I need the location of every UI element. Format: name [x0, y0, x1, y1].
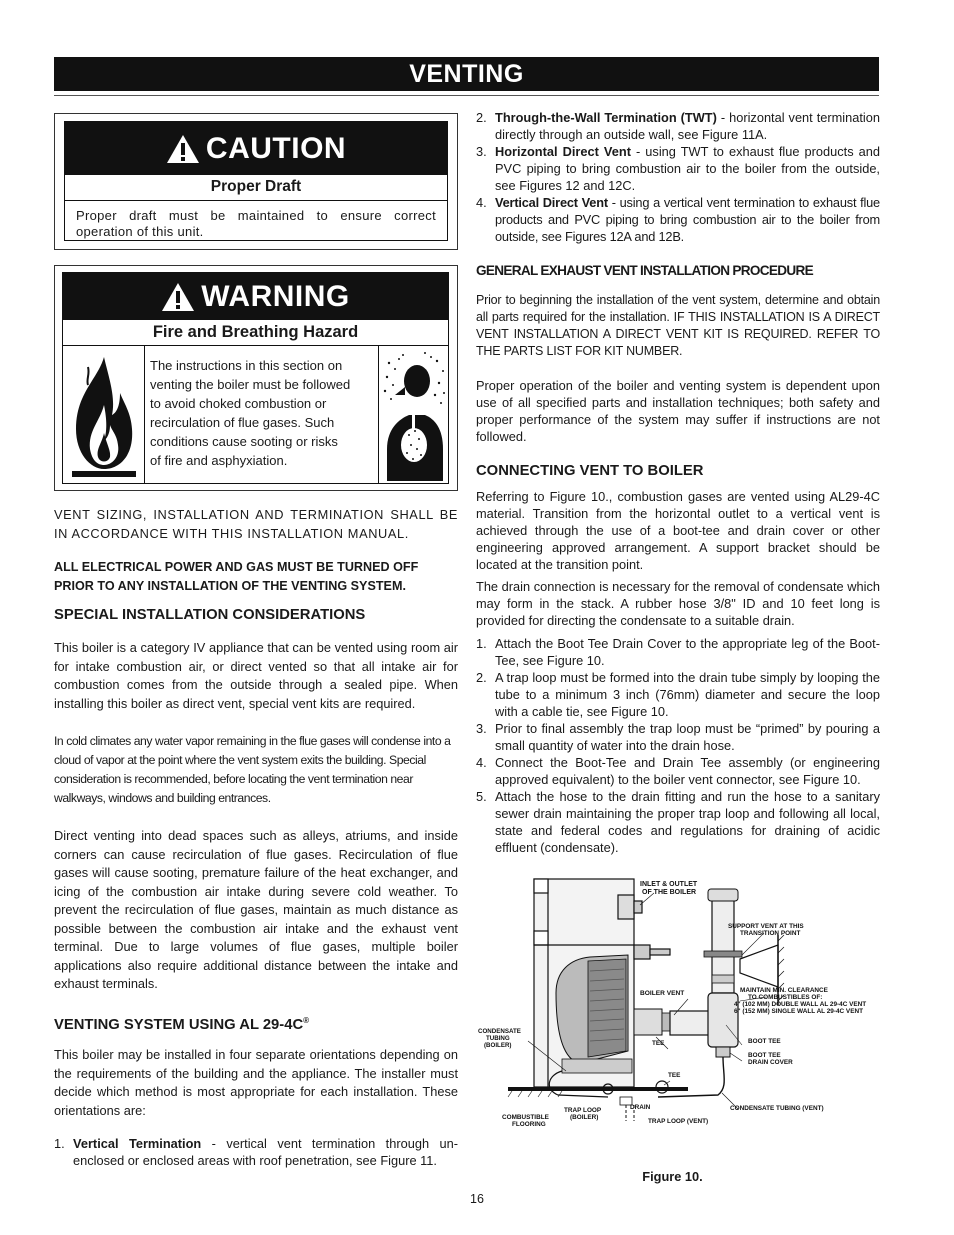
list-item: 2. A trap loop must be formed into the drain tube simply by looping the tube to a minimum 3 inch (76mm) diameter and secure the loop with a cable tie, see Figure 10. [476, 670, 880, 719]
warning-line: The instructions in this section on [150, 358, 343, 373]
warning-triangle-icon [161, 282, 195, 312]
warning-line: conditions cause sooting or risks [150, 434, 338, 449]
list-item: 4. Vertical Direct Vent - using a vertical vent termination to exhaust flue products and PVC piping to bring combustion air to the boiler from outside, see Figures 12A and 12B. [476, 195, 880, 244]
label-condensate-vent: CONDENSATE TUBING (VENT) [730, 1105, 824, 1112]
list-item: 3. Prior to final assembly the trap loop must be “primed” by pouring a small quantity of water into the drain hose. [476, 721, 880, 753]
paragraph-cold-climates: In cold climates any water vapor remaining in the flue gases will condense into a cloud of vapor at the point where the vent system exits the building. Special consideration is recommended, before locating the vent termination near walkways, windows and building entrances. [54, 734, 451, 805]
page-title: VENTING [54, 57, 879, 91]
warning-line: to avoid choked combustion or [150, 396, 327, 411]
label-condensate-1: CONDENSATE [478, 1028, 521, 1035]
list-item: 4. Connect the Boot-Tee and Drain Tee assembly (or engineering approved equivalent) to the boiler vent connector, see Figure 10. [476, 755, 880, 787]
label-boiler-vent: BOILER VENT [640, 990, 685, 997]
label-clearance-4: 6" (152 MM) SINGLE WALL AL 29-4C VENT [734, 1008, 863, 1015]
warning-label: WARNING [201, 279, 350, 313]
page-number: 16 [470, 1192, 484, 1206]
connecting-steps [476, 635, 880, 856]
label-boot-drain-1: BOOT TEE [748, 1052, 781, 1059]
orientation-list-continued [476, 109, 880, 245]
label-inlet-2: OF THE BOILER [642, 889, 697, 896]
label-support-2: TRANSITION POINT [740, 930, 801, 937]
paragraph-drain-connection: The drain connection is necessary for the removal of condensate which may form in the stack. A rubber hose 3/8" ID and 10 feet long is provided for directing the condensate to a suitable drain. [476, 579, 880, 628]
paragraph-proper-operation: Proper operation of the boiler and venting system is dependent upon use of all specified parts and installation techniques; both safety and proper performance of the system may suffer if instructions are not followed. [476, 378, 880, 444]
warning-line: recirculation of flue gases. Such [150, 415, 335, 430]
label-boot-tee: BOOT TEE [748, 1038, 781, 1045]
fire-icon [63, 346, 145, 483]
warning-header [63, 273, 448, 320]
right-column [476, 109, 880, 1184]
label-clearance-2: TO COMBUSTIBLES OF: [748, 994, 823, 1001]
warning-line: venting the boiler must be followed [150, 377, 351, 392]
left-column [54, 113, 458, 1169]
vent-sizing-notice: VENT SIZING, INSTALLATION AND TERMINATION SHALL BE IN ACCORDANCE WITH THIS INSTALLATION MANUAL. [54, 507, 458, 541]
list-item: 1. Vertical Termination - vertical vent termination through un-enclosed or enclosed areas with roof penetration, see Figure 11. [54, 1136, 458, 1169]
label-boot-drain-2: DRAIN COVER [748, 1059, 793, 1066]
figure-caption: Figure 10. [642, 1169, 703, 1184]
label-inlet-1: INLET & OUTLET [640, 881, 698, 888]
label-clearance-3: 4" (102 MM) DOUBLE WALL AL 29-4C VENT [734, 1001, 867, 1008]
list-item: 2. Through-the-Wall Termination (TWT) - horizontal vent termination directly through an outside wall, see Figure 11A. [476, 110, 880, 142]
paragraph-category-iv: This boiler is a category IV appliance that can be vented using room air for intake combustion air, or direct vented so that all intake air for combustion comes from the outside through a sealed pipe. When installing this boiler as direct vent, special vent kits are required. [54, 640, 458, 711]
figure-10-diagram [478, 875, 881, 1184]
list-item: 3. Horizontal Direct Vent - using TWT to exhaust flue products and PVC piping to bring combustion air to the boiler from the outside, see Figures 12 and 12C. [476, 144, 880, 193]
list-item: 5. Attach the hose to the drain fitting and run the hose to a sanitary sewer drain maintaining the proper trap loop and following all local, state and federal codes and regulations for draining of acidic effluent (condensate). [476, 789, 880, 855]
label-condensate-2: TUBING [486, 1035, 510, 1042]
caution-label: CAUTION [205, 131, 347, 165]
warning-triangle-icon [166, 134, 200, 164]
asphyxiation-person-icon [378, 346, 448, 483]
paragraph-referring: Referring to Figure 10., combustion gases are vented using AL29-4C material. Transition from the horizontal outlet to a vertical vent is achieved through the use of a boot-tee and drain cover or other engineering approved arrangement. A support bracket should be located at the transition point. [476, 489, 880, 572]
label-tee-2: TEE [668, 1072, 681, 1079]
warning-line: of fire and asphyxiation. [150, 453, 288, 468]
section-heading-connecting: CONNECTING VENT TO BOILER [476, 463, 704, 479]
power-off-notice: ALL ELECTRICAL POWER AND GAS MUST BE TURNED OFF PRIOR TO ANY INSTALLATION OF THE VENTING SYSTEM. [54, 560, 419, 593]
section-heading-general: GENERAL EXHAUST VENT INSTALLATION PROCEDURE [476, 263, 813, 278]
label-drain: DRAIN [630, 1104, 651, 1111]
label-tee-1: TEE [652, 1040, 665, 1047]
paragraph-orientations: This boiler may be installed in four separate orientations depending on the requirements of the building and the appliance. The installer must decide which method is most appropriate for each installation. These orientations are: [54, 1047, 458, 1118]
section-heading-venting-system: VENTING SYSTEM USING AL 29-4C® [54, 1015, 310, 1033]
paragraph-direct-venting: Direct venting into dead spaces such as alleys, atriums, and inside corners can cause recirculation of flue gases. Recirculation of flue gases will cause sooting, premature failure of the heat exchanger, and icing of the combustion air intake during severe cold weather. To prevent the recirculation of flue gases, maintain as much distance as possible between the combustion air intake and the exhaust vent terminal. Due to large volumes of flue gases, multiple boiler applications also require additional distance between the intake and exhaust terminals. [54, 828, 458, 991]
section-heading-special: SPECIAL INSTALLATION CONSIDERATIONS [54, 607, 366, 623]
label-condensate-3: (BOILER) [484, 1042, 512, 1049]
orientation-list [54, 1135, 458, 1169]
label-trap-boiler-1: TRAP LOOP [564, 1107, 602, 1114]
label-combustible-1: COMBUSTIBLE [502, 1114, 549, 1121]
warning-text [145, 346, 378, 483]
label-trap-vent: TRAP LOOP (VENT) [648, 1118, 709, 1125]
warning-box [54, 265, 458, 491]
list-item: 1. Attach the Boot Tee Drain Cover to the appropriate leg of the Boot-Tee, see Figure 10. [476, 636, 880, 668]
label-trap-boiler-2: (BOILER) [570, 1114, 599, 1121]
caution-subtitle: Proper Draft [65, 175, 447, 201]
paragraph-prior: Prior to beginning the installation of the vent system, determine and obtain all parts required for the installation. IF THIS INSTALLATION IS A DIRECT VENT INSTALLATION A DIRECT VENT KIT IS REQUIRED. REFER TO THE PARTS LIST FOR KIT NUMBER. [476, 293, 880, 358]
label-combustible-2: FLOORING [512, 1121, 546, 1128]
title-divider [54, 95, 879, 96]
caution-box [54, 113, 458, 250]
label-clearance-1: MAINTAIN MIN. CLEARANCE [740, 987, 828, 994]
label-support-1: SUPPORT VENT AT THIS [728, 923, 804, 930]
warning-subtitle: Fire and Breathing Hazard [63, 320, 448, 346]
caution-header [65, 122, 447, 175]
caution-text: Proper draft must be maintained to ensure correct operation of this unit. [76, 208, 436, 239]
